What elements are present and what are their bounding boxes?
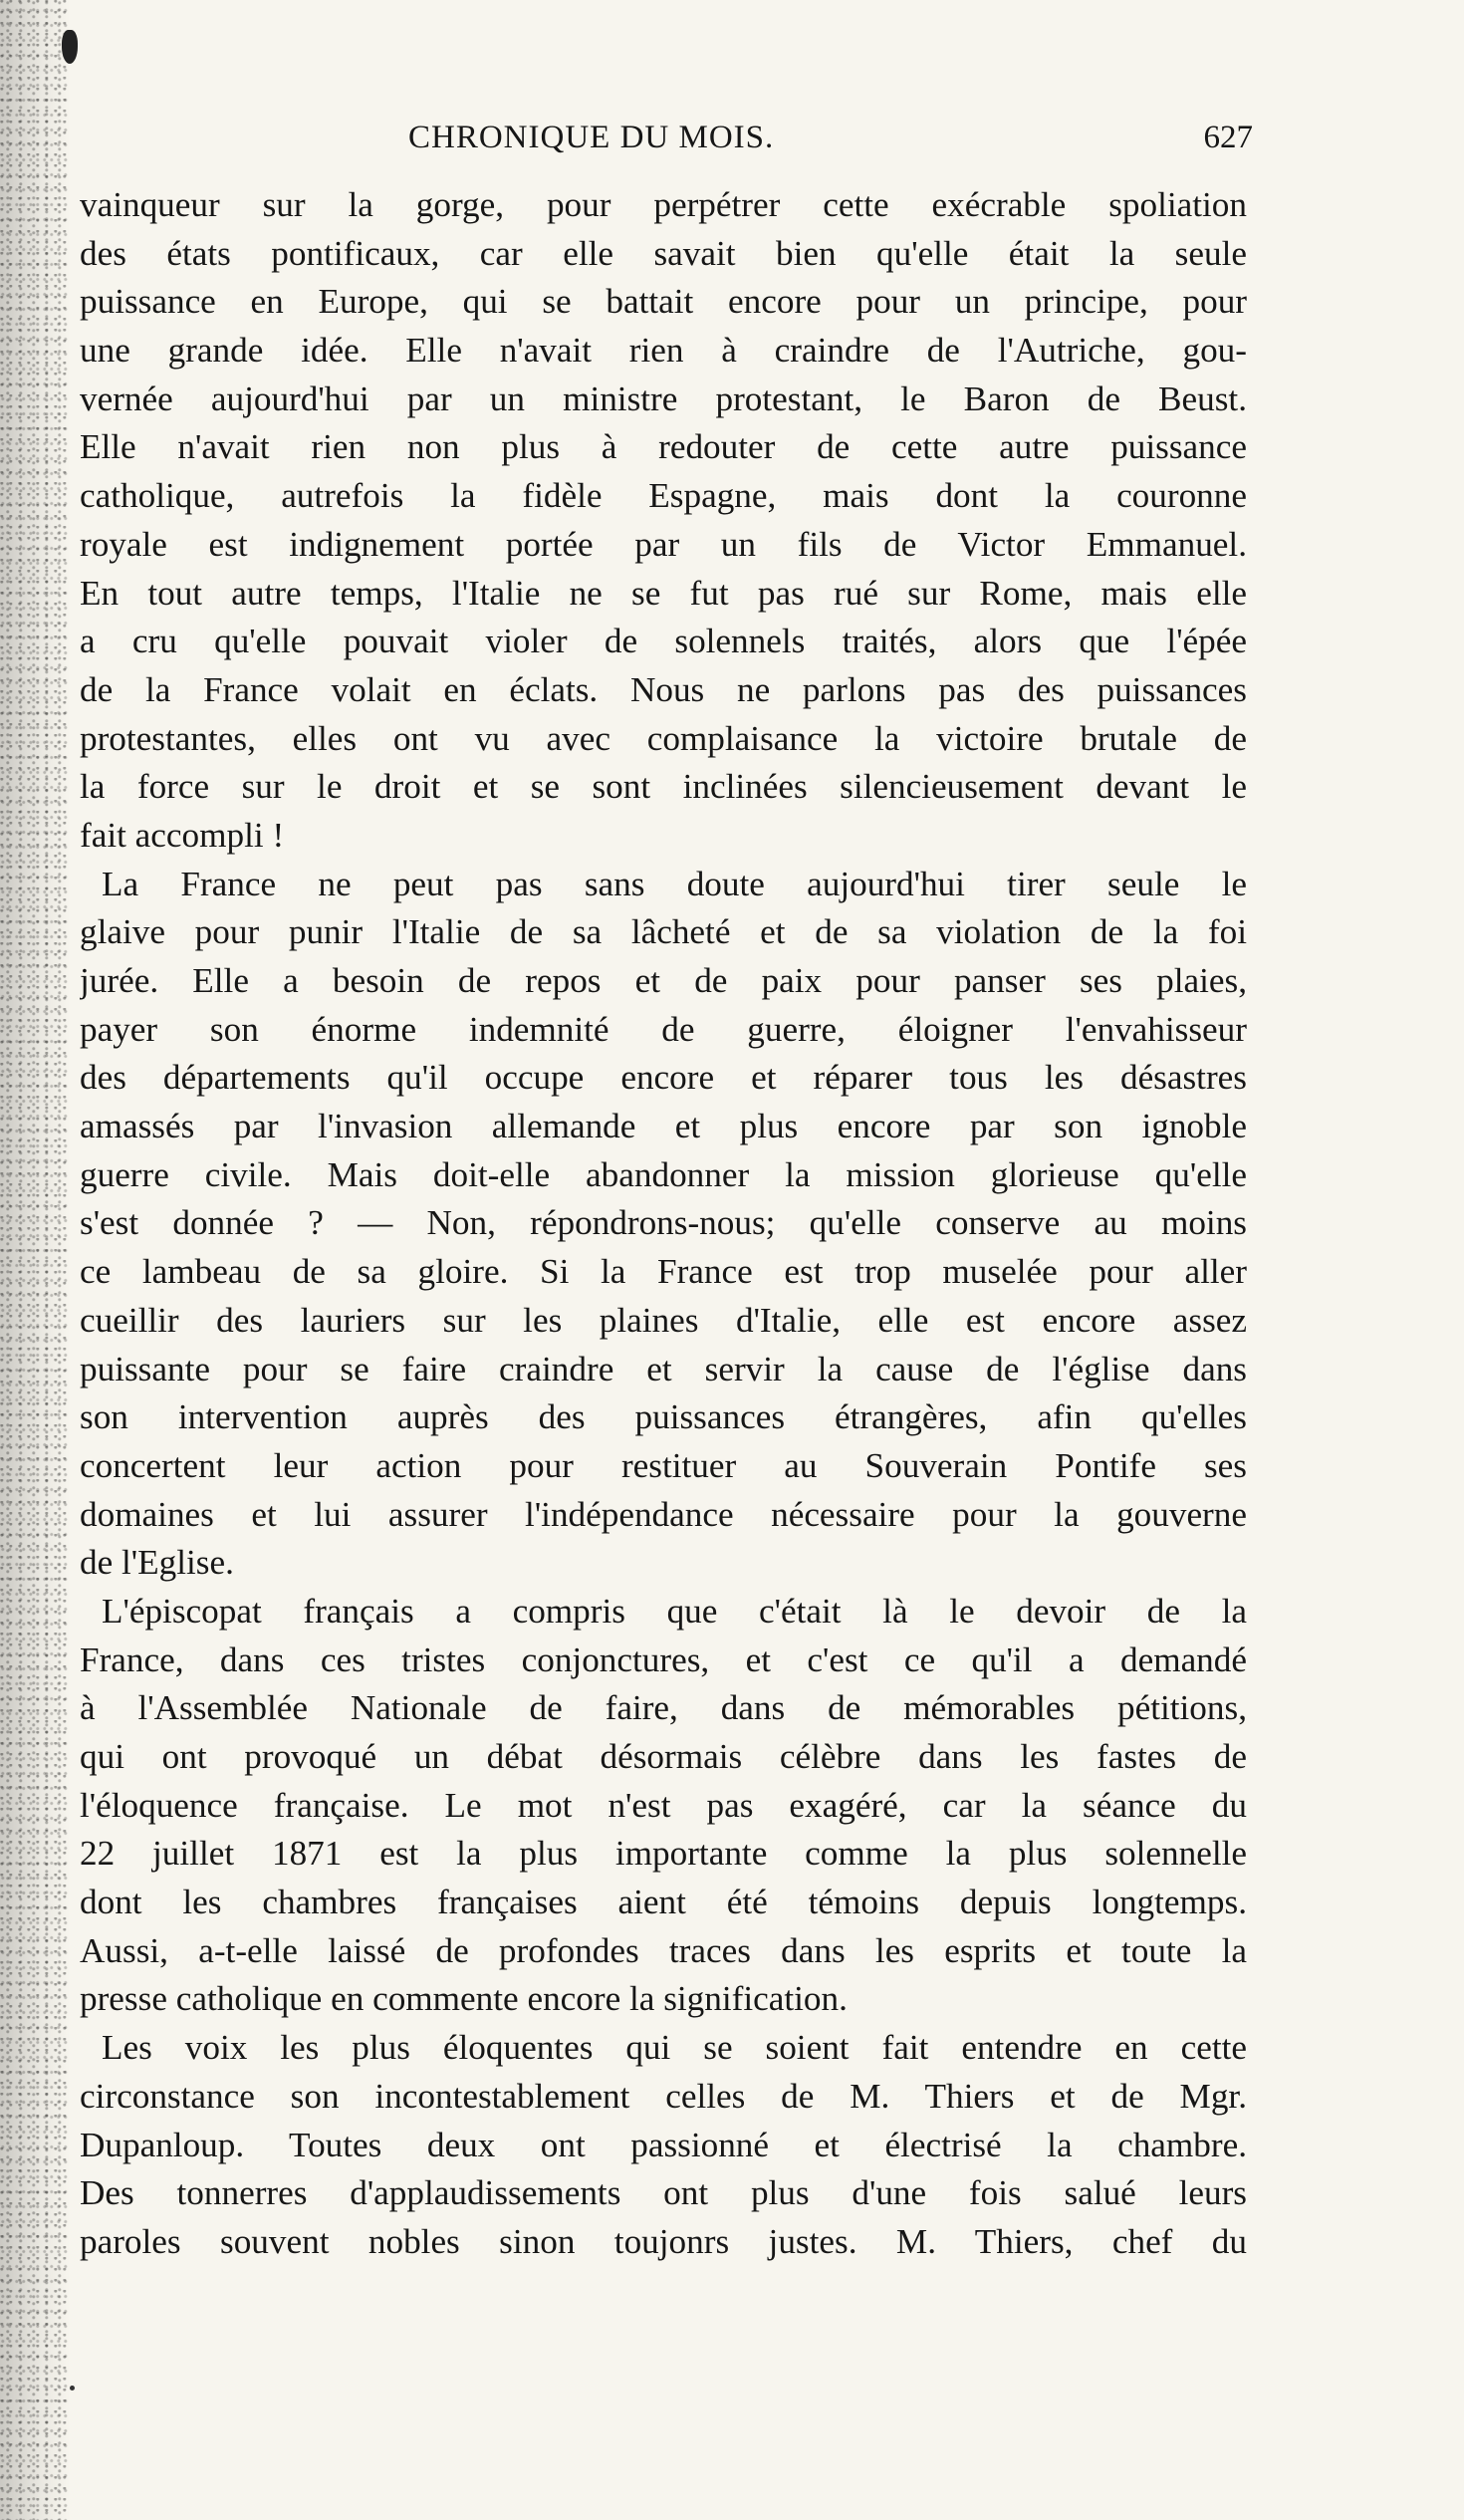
text-line: 22 juillet 1871 est la plus importante comme la plus solennelle (80, 1834, 1247, 1874)
binding-ink-mark (62, 30, 78, 64)
text-line: son intervention auprès des puissances étrangères, afin qu'elles (80, 1397, 1247, 1437)
text-line: dont les chambres françaises aient été témoins depuis longtemps. (80, 1883, 1247, 1922)
stray-ink-dot (70, 2386, 75, 2391)
body-text (80, 181, 1247, 2313)
text-line: Dupanloup. Toutes deux ont passionné et électrisé la chambre. (80, 2125, 1247, 2164)
text-line: paroles souvent nobles sinon toujonrs justes. M. Thiers, chef du (80, 2221, 1247, 2261)
page-header (408, 120, 1253, 169)
text-line: l'éloquence française. Le mot n'est pas exagéré, car la séance du (80, 1785, 1247, 1825)
text-line: ce lambeau de sa gloire. Si la France est trop muselée pour aller (80, 1252, 1247, 1292)
text-line: En tout autre temps, l'Italie ne se fut pas rué sur Rome, mais elle (80, 573, 1247, 613)
text-line: jurée. Elle a besoin de repos et de paix pour panser ses plaies, (80, 961, 1247, 1000)
text-line: amassés par l'invasion allemande et plus encore par son ignoble (80, 1107, 1247, 1146)
text-line: La France ne peut pas sans doute aujourd'hui tirer seule le (102, 864, 1247, 903)
text-line: des états pontificaux, car elle savait bien qu'elle était la seule (80, 233, 1247, 273)
text-line: a cru qu'elle pouvait violer de solennels traités, alors que l'épée (80, 622, 1247, 661)
text-line: des départements qu'il occupe encore et réparer tous les désastres (80, 1058, 1247, 1098)
text-line: de la France volait en éclats. Nous ne parlons pas des puissances (80, 669, 1247, 709)
text-line: une grande idée. Elle n'avait rien à craindre de l'Autriche, gou- (80, 331, 1247, 371)
text-line: s'est donnée ? — Non, répondrons-nous; qu'elle conserve au moins (80, 1203, 1247, 1243)
text-line: presse catholique en commente encore la signification. (80, 1979, 848, 2019)
text-line: vernée aujourd'hui par un ministre protestant, le Baron de Beust. (80, 378, 1247, 418)
text-line: France, dans ces tristes conjonctures, et c'est ce qu'il a demandé (80, 1639, 1247, 1679)
text-line: domaines et lui assurer l'indépendance nécessaire pour la gouverne (80, 1494, 1247, 1534)
running-title: CHRONIQUE DU MOIS. (408, 120, 775, 155)
text-line: Les voix les plus éloquentes qui se soient fait entendre en cette (102, 2028, 1247, 2068)
binding-edge (0, 0, 70, 2520)
text-line: Elle n'avait rien non plus à redouter de cette autre puissance (80, 427, 1247, 467)
text-line: concertent leur action pour restituer au Souverain Pontife ses (80, 1445, 1247, 1485)
text-line: à l'Assemblée Nationale de faire, dans de mémorables pétitions, (80, 1688, 1247, 1728)
text-line: Des tonnerres d'applaudissements ont plus d'une fois salué leurs (80, 2173, 1247, 2213)
text-line: la force sur le droit et se sont inclinées silencieusement devant le (80, 767, 1247, 807)
text-line: de l'Eglise. (80, 1543, 234, 1583)
text-line: cueillir des lauriers sur les plaines d'Italie, elle est encore assez (80, 1300, 1247, 1340)
text-line: protestantes, elles ont vu avec complaisance la victoire brutale de (80, 718, 1247, 758)
text-line: circonstance son incontestablement celles de M. Thiers et de Mgr. (80, 2076, 1247, 2116)
text-line: qui ont provoqué un débat désormais célèbre dans les fastes de (80, 1737, 1247, 1776)
text-line: vainqueur sur la gorge, pour perpétrer cette exécrable spoliation (80, 185, 1247, 224)
text-line: fait accompli ! (80, 815, 285, 855)
page-number: 627 (1203, 120, 1253, 155)
text-line: Aussi, a-t-elle laissé de profondes traces dans les esprits et toute la (80, 1930, 1247, 1970)
text-line: guerre civile. Mais doit-elle abandonner la mission glorieuse qu'elle (80, 1154, 1247, 1194)
text-line: royale est indignement portée par un fils de Victor Emmanuel. (80, 524, 1247, 564)
text-line: glaive pour punir l'Italie de sa lâcheté et de sa violation de la foi (80, 912, 1247, 952)
text-line: L'épiscopat français a compris que c'était là le devoir de la (102, 1591, 1247, 1631)
text-line: puissante pour se faire craindre et servir la cause de l'église dans (80, 1349, 1247, 1388)
text-line: payer son énorme indemnité de guerre, éloigner l'envahisseur (80, 1009, 1247, 1049)
text-line: puissance en Europe, qui se battait encore pour un principe, pour (80, 282, 1247, 322)
text-line: catholique, autrefois la fidèle Espagne, mais dont la couronne (80, 476, 1247, 516)
